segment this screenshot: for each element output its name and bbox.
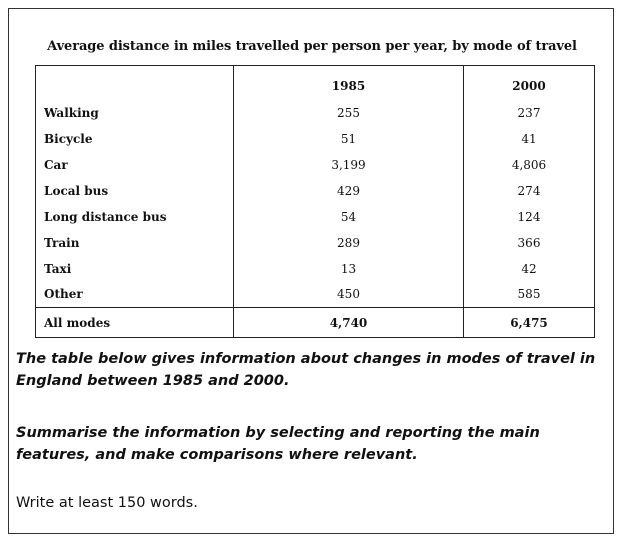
- table-row: [36, 204, 595, 230]
- total-2000: 6,475: [464, 308, 595, 338]
- table-row: [36, 100, 595, 126]
- header-1985: 1985: [234, 66, 464, 100]
- value-2000: 42: [464, 256, 595, 282]
- value-2000: 124: [464, 204, 595, 230]
- value-1985: 54: [234, 204, 464, 230]
- value-1985: 3,199: [234, 152, 464, 178]
- total-label: All modes: [36, 308, 234, 338]
- value-1985: 450: [234, 282, 464, 308]
- row-label: Bicycle: [36, 126, 234, 152]
- value-1985: 51: [234, 126, 464, 152]
- value-1985: 289: [234, 230, 464, 256]
- header-2000: 2000: [464, 66, 595, 100]
- row-label: Train: [36, 230, 234, 256]
- row-label: Taxi: [36, 256, 234, 282]
- row-label: Long distance bus: [36, 204, 234, 230]
- word-limit: Write at least 150 words.: [16, 495, 198, 511]
- row-label: Local bus: [36, 178, 234, 204]
- value-1985: 429: [234, 178, 464, 204]
- table-header-row: [36, 66, 595, 100]
- table-row: [36, 282, 595, 308]
- row-label: Walking: [36, 100, 234, 126]
- value-2000: 41: [464, 126, 595, 152]
- table-row: [36, 152, 595, 178]
- task-instruction: Summarise the information by selecting and reporting the main features, and make comparisons where relevant.: [16, 425, 540, 463]
- value-2000: 4,806: [464, 152, 595, 178]
- table-row: [36, 178, 595, 204]
- row-label: Other: [36, 282, 234, 308]
- value-2000: 237: [464, 100, 595, 126]
- value-2000: 366: [464, 230, 595, 256]
- value-1985: 255: [234, 100, 464, 126]
- total-1985: 4,740: [234, 308, 464, 338]
- travel-distance-table: [35, 65, 595, 338]
- table-row: [36, 126, 595, 152]
- header-mode: [36, 66, 234, 100]
- table-row: [36, 230, 595, 256]
- value-2000: 274: [464, 178, 595, 204]
- value-2000: 585: [464, 282, 595, 308]
- total-row: [36, 308, 595, 338]
- task-intro: The table below gives information about changes in modes of travel in England between 1985 and 2000.: [16, 351, 596, 389]
- table-title: Average distance in miles travelled per person per year, by mode of travel: [47, 39, 577, 54]
- value-1985: 13: [234, 256, 464, 282]
- table-row: [36, 256, 595, 282]
- row-label: Car: [36, 152, 234, 178]
